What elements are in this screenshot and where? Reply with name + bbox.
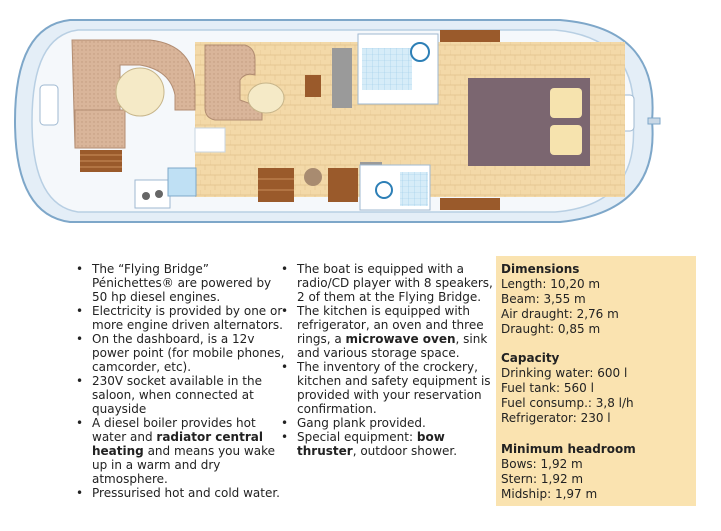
headroom-heading: Minimum headroom (501, 442, 636, 456)
pillow-top (550, 88, 582, 118)
spec-line: Bows: 1,92 m (501, 457, 583, 471)
toilet-icon (376, 182, 392, 198)
spec-line: Stern: 1,92 m (501, 472, 584, 486)
bow-tip (648, 118, 660, 124)
shower-tiles (362, 48, 412, 90)
features-left-column (76, 262, 288, 500)
spec-line: Fuel consump.: 3,8 l/h (501, 396, 634, 410)
stern-stairs (80, 150, 122, 172)
saloon-stairs (258, 168, 294, 202)
bridge-table (116, 68, 164, 116)
capacity-section (501, 351, 691, 426)
feature-item: • Gang plank provided. (281, 416, 494, 430)
saloon-table (248, 83, 284, 113)
helm-stool (304, 168, 322, 186)
feature-item: • The inventory of the crockery, kitchen and safety equipment is provided with your reservation confirmation. (281, 360, 494, 416)
washbasin-icon (411, 43, 429, 61)
feature-item: • On the dashboard, is a 12v power point (for mobile phones, camcorder, etc). (76, 332, 288, 374)
feature-item: • 230V socket available in the saloon, when connected at quayside (76, 374, 288, 416)
dimensions-heading: Dimensions (501, 262, 580, 276)
specifications-box (496, 256, 696, 506)
dimensions-section (501, 262, 691, 337)
capacity-heading: Capacity (501, 351, 560, 365)
headroom-section (501, 442, 691, 502)
feature-item: • The “Flying Bridge” Pénichettes® are powered by 50 hp diesel engines. (76, 262, 288, 304)
spec-line: Draught: 0,85 m (501, 322, 601, 336)
feature-item: • A diesel boiler provides hot water and radiator central heating and means you wake up in a warm and dry atmosphere. (76, 416, 288, 486)
feature-item: • The kitchen is equipped with refrigerator, an oven and three rings, a microwave oven, sink and various storage space. (281, 304, 494, 360)
spec-line: Refrigerator: 230 l (501, 411, 611, 425)
feature-item: • Electricity is provided by one or more engine driven alternators. (76, 304, 288, 332)
spec-line: Length: 10,20 m (501, 277, 601, 291)
pillow-bottom (550, 125, 582, 155)
feature-item: • Pressurised hot and cold water. (76, 486, 288, 500)
galley-hob (135, 180, 170, 208)
spec-line: Air draught: 2,76 m (501, 307, 619, 321)
spec-line: Beam: 3,55 m (501, 292, 586, 306)
features-right-column (281, 262, 494, 458)
spec-line: Midship: 1,97 m (501, 487, 598, 501)
feature-item: • The boat is equipped with a radio/CD player with 8 speakers, 2 of them at the Flying Bridge. (281, 262, 494, 304)
spec-line: Drinking water: 600 l (501, 366, 628, 380)
feature-item: • Special equipment: bow thruster, outdoor shower. (281, 430, 494, 458)
boat-floor-plan (0, 0, 721, 250)
galley-sink (168, 168, 196, 196)
spec-line: Fuel tank: 560 l (501, 381, 594, 395)
stern-fender-left (40, 85, 58, 125)
